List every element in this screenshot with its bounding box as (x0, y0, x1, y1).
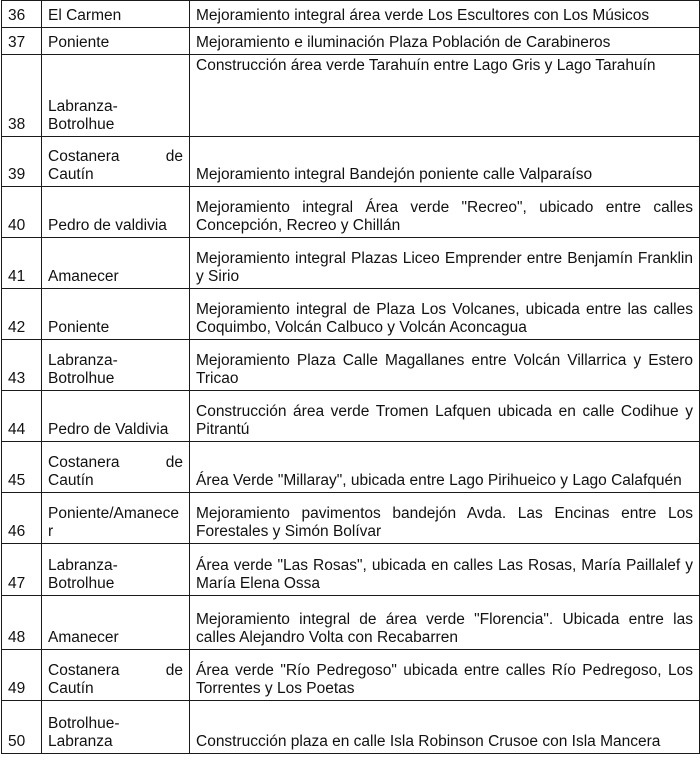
row-number: 37 (2, 28, 42, 55)
table-row (2, 544, 700, 596)
row-number: 41 (2, 238, 42, 289)
sector-cell: Costanera de Cautín (42, 442, 190, 493)
table-row (2, 1, 700, 28)
table-row (2, 55, 700, 137)
table-row (2, 238, 700, 289)
sector-cell: Labranza-Botrolhue (42, 544, 190, 596)
description-cell: Área Verde "Millaray", ubicada entre Lago Pirihueico y Lago Calafquén (190, 442, 700, 493)
description-cell: Construcción plaza en calle Isla Robinson Crusoe con Isla Mancera (190, 701, 700, 754)
row-number: 44 (2, 391, 42, 442)
description-cell: Construcción área verde Tromen Lafquen ubicada en calle Codihue y Pitrantú (190, 391, 700, 442)
sector-cell: Pedro de valdivia (42, 187, 190, 238)
table-row (2, 596, 700, 650)
row-number: 40 (2, 187, 42, 238)
description-cell: Área verde "Las Rosas", ubicada en calles Las Rosas, María Paillalef y María Elena Ossa (190, 544, 700, 596)
row-number: 50 (2, 701, 42, 754)
table-row (2, 340, 700, 391)
sector-cell: El Carmen (42, 1, 190, 28)
sector-cell: Amanecer (42, 596, 190, 650)
description-cell: Mejoramiento integral de área verde "Florencia". Ubicada entre las calles Alejandro Volta con Recabarren (190, 596, 700, 650)
row-number: 42 (2, 289, 42, 340)
projects-table (1, 0, 700, 754)
table-row (2, 442, 700, 493)
table-row (2, 493, 700, 544)
table-row (2, 650, 700, 701)
row-number: 38 (2, 55, 42, 137)
row-number: 49 (2, 650, 42, 701)
description-cell: Mejoramiento Plaza Calle Magallanes entre Volcán Villarrica y Estero Tricao (190, 340, 700, 391)
row-number: 43 (2, 340, 42, 391)
row-number: 36 (2, 1, 42, 28)
row-number: 39 (2, 137, 42, 187)
table-row (2, 137, 700, 187)
table-row (2, 187, 700, 238)
row-number: 47 (2, 544, 42, 596)
description-cell: Mejoramiento integral Área verde "Recreo", ubicado entre calles Concepción, Recreo y Chillán (190, 187, 700, 238)
description-cell: Mejoramiento integral Bandejón poniente calle Valparaíso (190, 137, 700, 187)
description-cell: Mejoramiento e iluminación Plaza Población de Carabineros (190, 28, 700, 55)
sector-cell: Poniente (42, 289, 190, 340)
table-row (2, 289, 700, 340)
row-number: 45 (2, 442, 42, 493)
table-row (2, 701, 700, 754)
description-cell: Mejoramiento integral Plazas Liceo Emprender entre Benjamín Franklin y Sirio (190, 238, 700, 289)
sector-cell: Poniente (42, 28, 190, 55)
table-row (2, 28, 700, 55)
table-row (2, 391, 700, 442)
sector-cell: Labranza-Botrolhue (42, 55, 190, 137)
sector-cell: Pedro de Valdivia (42, 391, 190, 442)
sector-cell: Amanecer (42, 238, 190, 289)
sector-cell: Labranza-Botrolhue (42, 340, 190, 391)
description-cell: Mejoramiento integral área verde Los Escultores con Los Músicos (190, 1, 700, 28)
row-number: 48 (2, 596, 42, 650)
sector-cell: Botrolhue-Labranza (42, 701, 190, 754)
description-cell: Mejoramiento pavimentos bandejón Avda. Las Encinas entre Los Forestales y Simón Bolívar (190, 493, 700, 544)
sector-cell: Costanera de Cautín (42, 650, 190, 701)
row-number: 46 (2, 493, 42, 544)
description-cell: Mejoramiento integral de Plaza Los Volcanes, ubicada entre las calles Coquimbo, Volcán Calbuco y Volcán Aconcagua (190, 289, 700, 340)
sector-cell: Poniente/Amanecer (42, 493, 190, 544)
description-cell: Construcción área verde Tarahuín entre Lago Gris y Lago Tarahuín (190, 55, 700, 137)
description-cell: Área verde "Río Pedregoso" ubicada entre calles Río Pedregoso, Los Torrentes y Los Poetas (190, 650, 700, 701)
sector-cell: Costanera de Cautín (42, 137, 190, 187)
